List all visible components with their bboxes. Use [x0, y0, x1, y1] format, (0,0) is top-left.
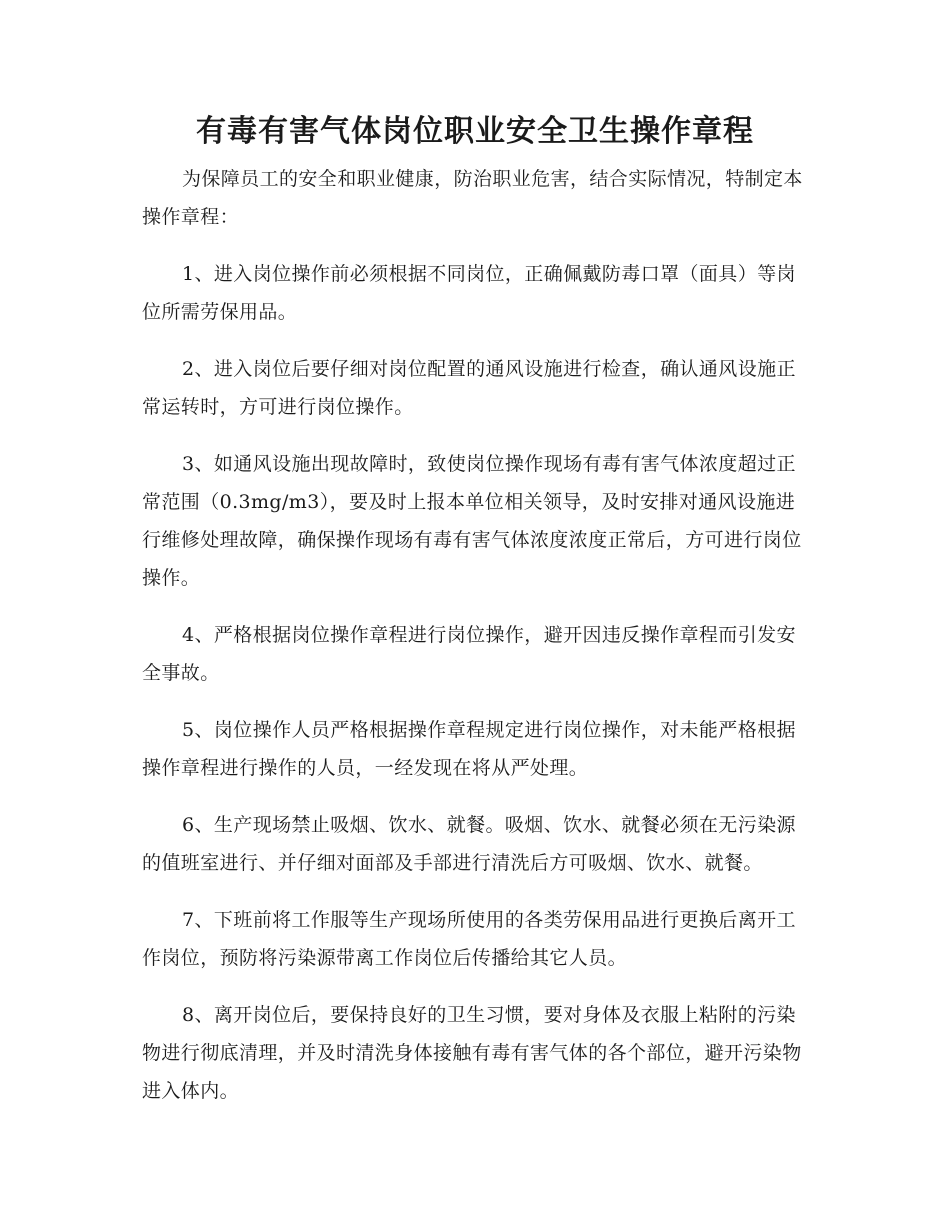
clause-paragraph: 2、进入岗位后要仔细对岗位配置的通风设施进行检查，确认通风设施正常运转时，方可进行岗位操作。 [142, 358, 796, 418]
document-title: 有毒有害气体岗位职业安全卫生操作章程 [196, 114, 754, 149]
intro-paragraph: 为保障员工的安全和职业健康，防治职业危害，结合实际情况，特制定本操作章程： [142, 168, 803, 228]
clause-paragraph: 4、严格根据岗位操作章程进行岗位操作，避开因违反操作章程而引发安全事故。 [142, 624, 796, 684]
clause-paragraph: 3、如通风设施出现故障时，致使岗位操作现场有毒有害气体浓度超过正常范围（0.3mg/m3），要及时上报本单位相关领导，及时安排对通风设施进行维修处理故障，确保操作现场有毒有害气体浓度浓度正常后，方可进行岗位操作。 [142, 453, 802, 589]
clause-paragraph: 6、生产现场禁止吸烟、饮水、就餐。吸烟、饮水、就餐必须在无污染源的值班室进行、并仔细对面部及手部进行清洗后方可吸烟、饮水、就餐。 [142, 814, 796, 874]
clause-paragraph: 5、岗位操作人员严格根据操作章程规定进行岗位操作，对未能严格根据操作章程进行操作的人员，一经发现在将从严处理。 [142, 719, 796, 779]
clause-paragraph: 1、进入岗位操作前必须根据不同岗位，正确佩戴防毒口罩（面具）等岗位所需劳保用品。 [142, 263, 796, 323]
clause-paragraph: 8、离开岗位后，要保持良好的卫生习惯，要对身体及衣服上粘附的污染物进行彻底清理，并及时清洗身体接触有毒有害气体的各个部位，避开污染物进入体内。 [142, 1004, 802, 1102]
document-body [142, 160, 812, 1129]
clause-paragraph: 7、下班前将工作服等生产现场所使用的各类劳保用品进行更换后离开工作岗位，预防将污染源带离工作岗位后传播给其它人员。 [142, 909, 796, 969]
